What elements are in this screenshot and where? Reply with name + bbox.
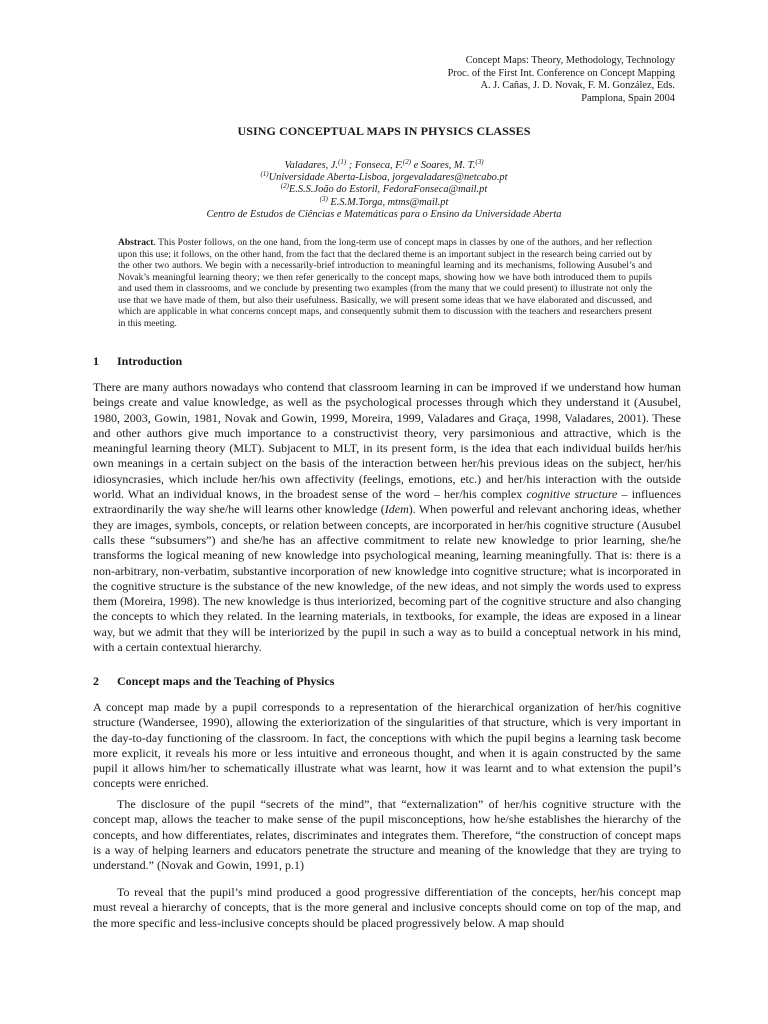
header-line: Concept Maps: Theory, Methodology, Technology (465, 55, 675, 66)
header-line: Pamplona, Spain 2004 (581, 92, 675, 104)
affiliation-1: $^{(1)}$Universidade Aberta-Lisboa, jorgevaladares@netcabo.pt (260, 170, 508, 184)
affiliation-2: $^{(2)}$E.S.S.João do Estoril, FedoraFonseca@mail.pt (280, 182, 488, 196)
section-heading-1: 1 Introduction (93, 354, 183, 368)
paragraph: There are many authors nowadays who contend that classroom learning in can be improved if we understand how human beings create and value knowledge, as well as the psychological processes through which they understand it (Ausubel, 1980, 2003, Gowin, 1981, Novak and Gowin, 1999, Moreira, 1999, Valadares and Graça, 1998, Valadares, 2001). These and other authors give much importance to a constructivist theory, very parsimonious and attractive, which is the meaningful learning theory (MLT). Subjacent to MLT, in its present form, is the idea that each individual builds her/his own meanings in a certain subject on the basis of the interaction between her/his previous ideas on the subject, her/his idiosyncrasies, which include her/his own affectivity (feelings, emotions, etc.) and her/his interaction with the outside world. What an individual knows, in the broadest sense of the word – her/his complex cognitive structure – influences extraordinarily the way she/he will learns other knowledge (Idem). When powerful and relevant anchoring ideas, whether they are images, symbols, concepts, or relation between concepts, are incorporated in her/his cognitive structure (Ausubel calls these “subsumers”) and she/he has an affective commitment to relate new knowledge to prior learning, she/he transforms the logical meaning of new knowledge into psychological meaning, learning meaningfully. That is: there is a non-arbitrary, non-verbatim, substantive incorporation of new knowledge into cognitive structure; what is incorporated in the cognitive structure is the substance of the new knowledge, of the new ideas, and not simply the words used to express them (Moreira, 1998). The new knowledge is thus interiorized, becoming part of the cognitive structure and also changing the concepts to which they related. In the learning materials, in textbooks, for example, the ideas are exposed in a linear way, but we admit that they will be interiorized by the pupil in such a way as to build a conceptual network in his mind, with a certain contextual hierarchy. (93, 380, 682, 655)
research-centre: Centro de Estudos de Ciências e Matemáticas para o Ensino da Universidade Aberta (206, 208, 562, 220)
author-block (0, 160, 768, 221)
paragraph: The disclosure of the pupil “secrets of the mind”, that “externalization” of her/his cognitive structure with the concept map, allows the teacher to make sense of the pupil misconceptions, how he/she establishes the hierarchy of the concepts, and how differentiates, relates, discriminates and integrates them. Therefore, “the construction of concept maps is a way of helping learners and educators penetrate the structure and meaning of the knowledge that they are trying to understand.” (Novak and Gowin, 1991, p.1) (93, 797, 681, 873)
abstract-text: . This Poster follows, on the one hand, from the long-term use of concept maps in classes by one of the authors, and her reflection upon this use; it follows, on the other hand, from the fact that the declared theme is an important subject in the research being carried out by the other two authors. We begin with a necessarily-brief introduction to meaningful learning and its mechanisms, following Ausubel’s and Novak’s meaningful learning theory; we then refer generically to the concept maps, showing how we have both introduced them to pupils and used them in classrooms, and we conclude by presenting two examples (from the many that we could present) to illustrate not only the use that we have made of them, but also their usefulness. Basically, we will present some ideas that we have elaborated and discussed, and which are applicable in what concerns concept maps, and consequently submit them to discussion with the teachers and researchers present in this meeting. (118, 238, 652, 329)
paper-title: USING CONCEPTUAL MAPS IN PHYSICS CLASSES (237, 124, 531, 138)
affiliation-3: $^{(3)}$ E.S.M.Torga, mtms@mail.pt (319, 194, 449, 208)
running-header (448, 55, 675, 105)
header-line: Proc. of the First Int. Conference on Concept Mapping (447, 67, 675, 79)
paragraph: A concept map made by a pupil corresponds to a representation of the hierarchical organization of her/his cognitive structure (Wandersee, 1990), allowing the exteriorization of the singularities of that structure, which is very important in the day-to-day functioning of the classroom. In fact, the conceptions with which the pupil begins a learning task become more explicit, it reveals his more or less intuitive and erroneous thought, and when it is again constructed by the same pupil it allows him/her to schematically illustrate what was learnt, how it was learnt and to what extension the pupil’s concepts were enriched. (93, 700, 681, 791)
abstract (118, 238, 652, 330)
section-heading-2: 2 Concept maps and the Teaching of Physics (93, 674, 335, 688)
author-line: Valadares, J.$^{(1)}$ ; Fonseca, F.$^{(2)}$ e Soares, M. T.$^{(3)}$ (284, 158, 484, 171)
header-line: A. J. Cañas, J. D. Novak, F. M. González, Eds. (480, 80, 675, 92)
paragraph: To reveal that the pupil’s mind produced a good progressive differentiation of the concepts, her/his concept map must reveal a hierarchy of concepts, that is the more general and inclusive concepts should come on top of the map, and the more specific and less-inclusive concepts should be placed progressively below. A map should (93, 885, 681, 930)
abstract-label: Abstract (118, 238, 154, 248)
